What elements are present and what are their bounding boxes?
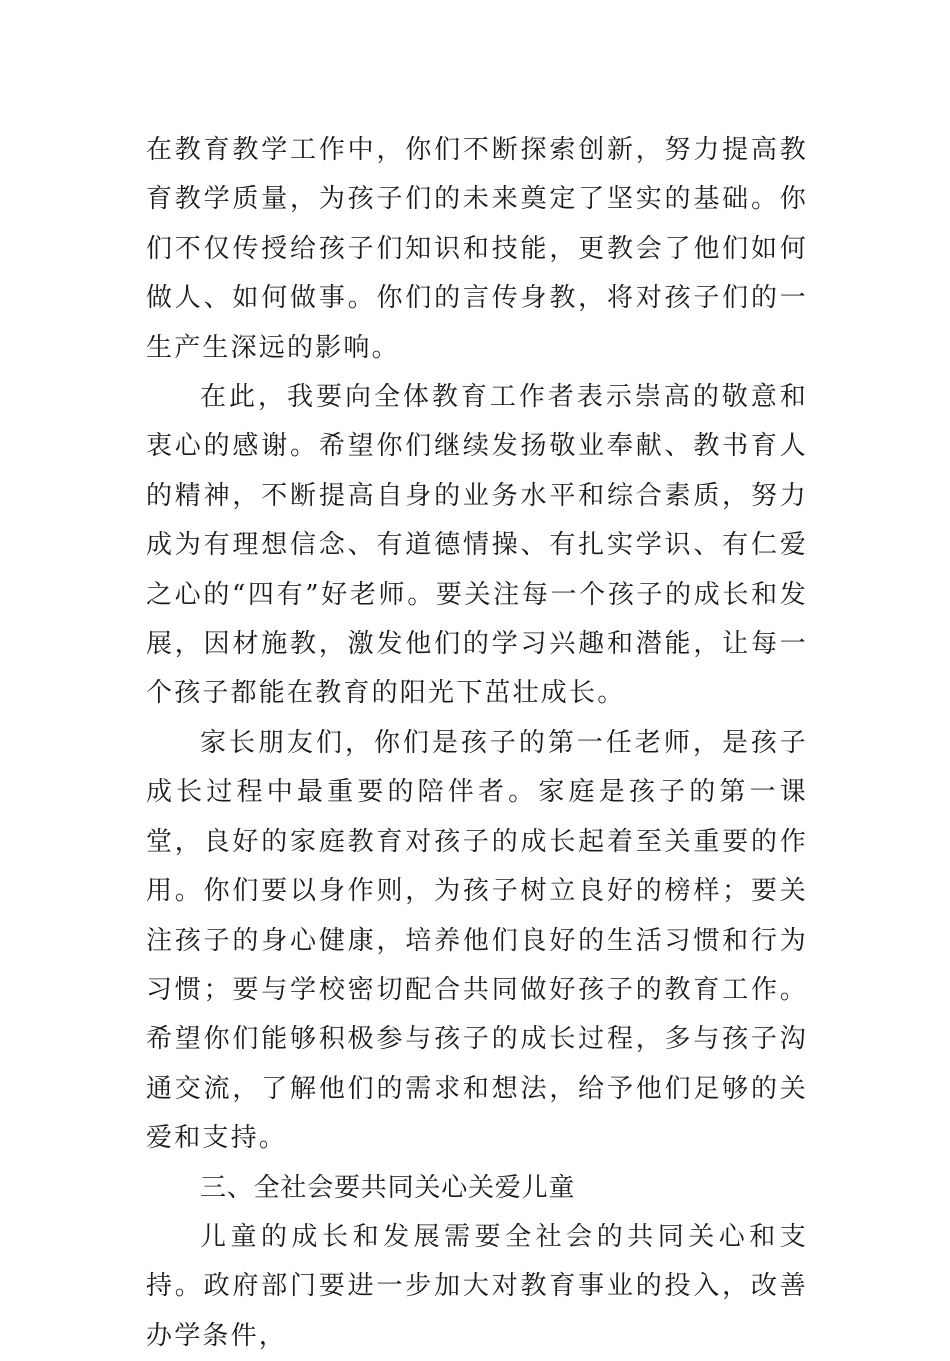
paragraph-society: 儿童的成长和发展需要全社会的共同关心和支持。政府部门要进一步加大对教育事业的投入，改善办学条件， [146,1221,808,1351]
document-body [146,126,808,1361]
paragraph-teachers-work: 在教育教学工作中，你们不断探索创新，努力提高教育教学质量，为孩子们的未来奠定了坚实的基础。你们不仅传授给孩子们知识和技能，更教会了他们如何做人、如何做事。你们的言传身教，将对孩子们的一生产生深远的影响。 [146,135,808,363]
paragraph-parents: 家长朋友们，你们是孩子的第一任老师，是孩子成长过程中最重要的陪伴者。家庭是孩子的第一课堂，良好的家庭教育对孩子的成长起着至关重要的作用。你们要以身作则，为孩子树立良好的榜样；要关注孩子的身心健康，培养他们良好的生活习惯和行为习惯；要与学校密切配合共同做好孩子的教育工作。希望你们能够积极参与孩子的成长过程，多与孩子沟通交流，了解他们的需求和想法，给予他们足够的关爱和支持。 [146,727,808,1154]
section-heading: 三、全社会要共同关心关爱儿童 [200,1172,576,1203]
paragraph-respect-educators: 在此，我要向全体教育工作者表示崇高的敬意和衷心的感谢。希望你们继续发扬敬业奉献、教书育人的精神，不断提高自身的业务水平和综合素质，努力成为有理想信念、有道德情操、有扎实学识、有仁爱之心的“四有”好老师。要关注每一个孩子的成长和发展，因材施教，激发他们的学习兴趣和潜能，让每一个孩子都能在教育的阳光下茁壮成长。 [146,382,808,709]
